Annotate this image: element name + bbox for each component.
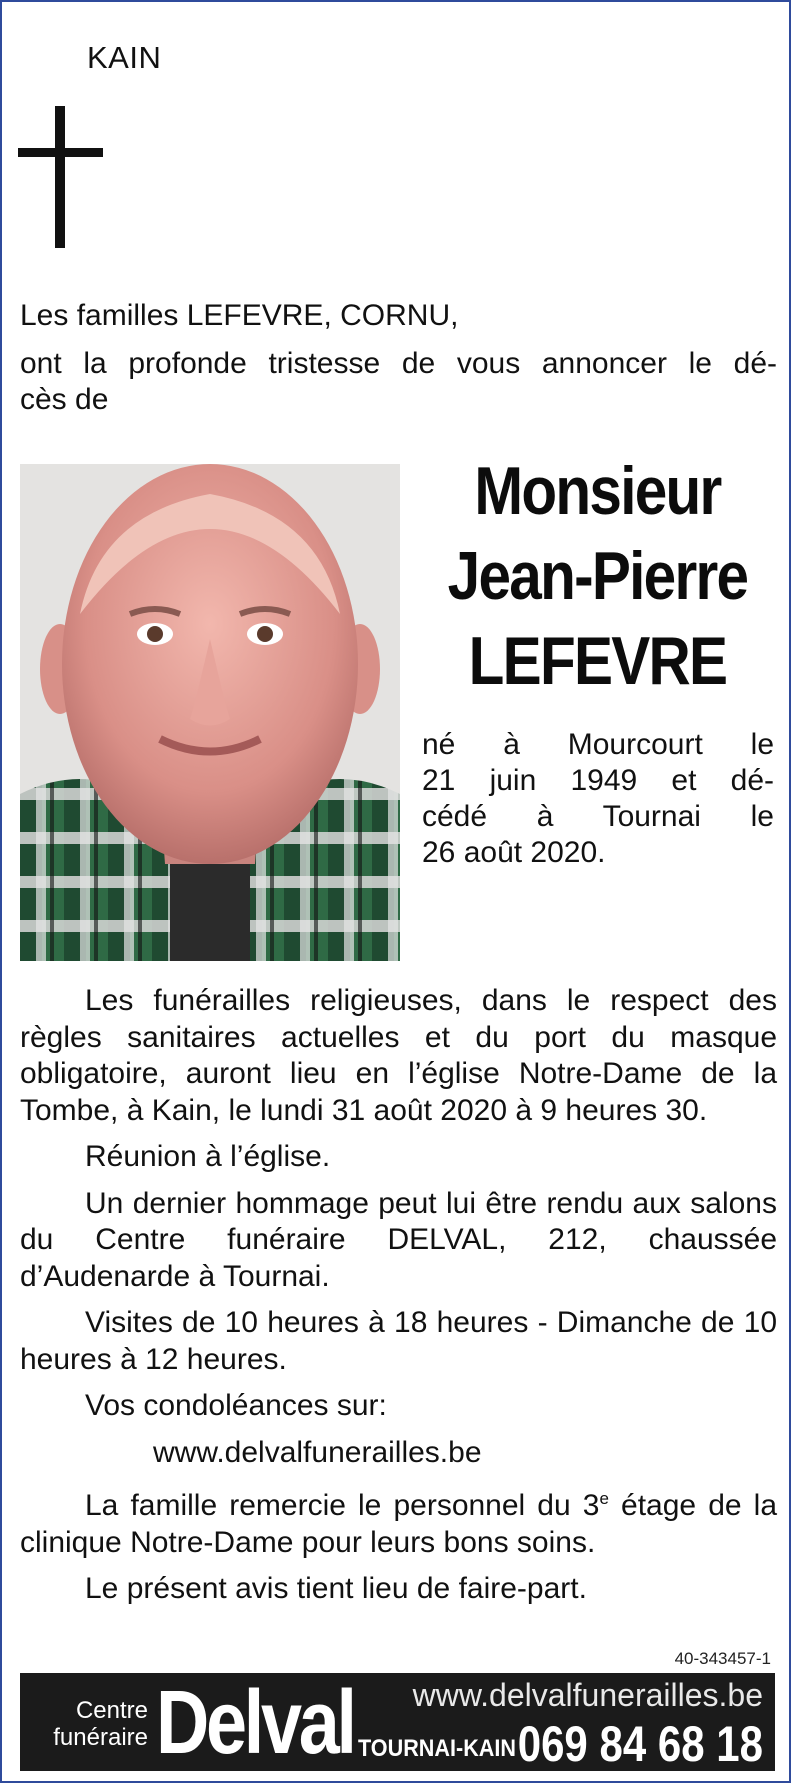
visits-paragraph: Visites de 10 heures à 18 heures - Dimanche de 10 heures à 12 heures. (20, 1306, 777, 1376)
footer-location: TOURNAI-KAIN (358, 1735, 516, 1762)
deceased-first-name: Jean-Pierre (447, 538, 748, 614)
cross-icon (18, 106, 103, 248)
thanks-superscript: e (599, 1489, 609, 1508)
reference-number: 40-343457-1 (674, 1649, 771, 1668)
funeral-home-banner (20, 1673, 775, 1771)
birth-death-line: 26 août 2020. (422, 836, 606, 869)
deceased-last-name: LEFEVRE (468, 623, 727, 699)
tribute-paragraph: Un dernier hommage peut lui être rendu aux salons du Centre funéraire DELVAL, 212, chaussée d’Audenarde à Tournai. (20, 1186, 777, 1293)
condolences-link[interactable]: www.delvalfunerailles.be (153, 1435, 482, 1469)
closing-paragraph: Le présent avis tient lieu de faire-part. (85, 1572, 587, 1605)
notice-body (20, 983, 777, 1608)
birth-death-line: 21 juin 1949 et dé- (422, 764, 774, 797)
funeraire-line: funéraire (53, 1724, 148, 1751)
deceased-title: Monsieur (474, 453, 721, 529)
footer-phone-number[interactable]: 069 84 68 18 (517, 1716, 763, 1772)
centre-funeraire-label (30, 1697, 148, 1751)
thanks-paragraph (20, 1481, 777, 1561)
condolences-label: Vos condoléances sur: (85, 1389, 387, 1422)
town-heading: KAIN (87, 40, 162, 75)
birth-death-line: né à Mourcourt le (422, 728, 774, 761)
centre-line: Centre (75, 1697, 148, 1724)
birth-death-line: cédé à Tournai le (422, 800, 774, 833)
announcement-line: ont la profonde tristesse de vous annoncer le dé- (20, 347, 777, 380)
thanks-text: La famille remercie le personnel du 3 (85, 1489, 600, 1522)
families-line: Les familles LEFEVRE, CORNU, (20, 299, 459, 332)
announcement-line-end: cès de (20, 383, 109, 416)
portrait-photo (20, 464, 400, 961)
funeral-paragraph: Les funérailles religieuses, dans le respect des règles sanitaires actuelles et du port du masque obligatoire, auront lieu en l’église Notre-Dame de la Tombe, à Kain, le lundi 31 août 2020 à 9 heures 30. (20, 984, 777, 1127)
delval-logo-text: Delval (156, 1673, 354, 1773)
footer-website-link[interactable]: www.delvalfunerailles.be (412, 1677, 763, 1713)
thanks-text-end: étage de la clinique Notre-Dame pour leurs bons soins. (20, 1489, 778, 1559)
reunion-paragraph: Réunion à l’église. (85, 1140, 331, 1173)
